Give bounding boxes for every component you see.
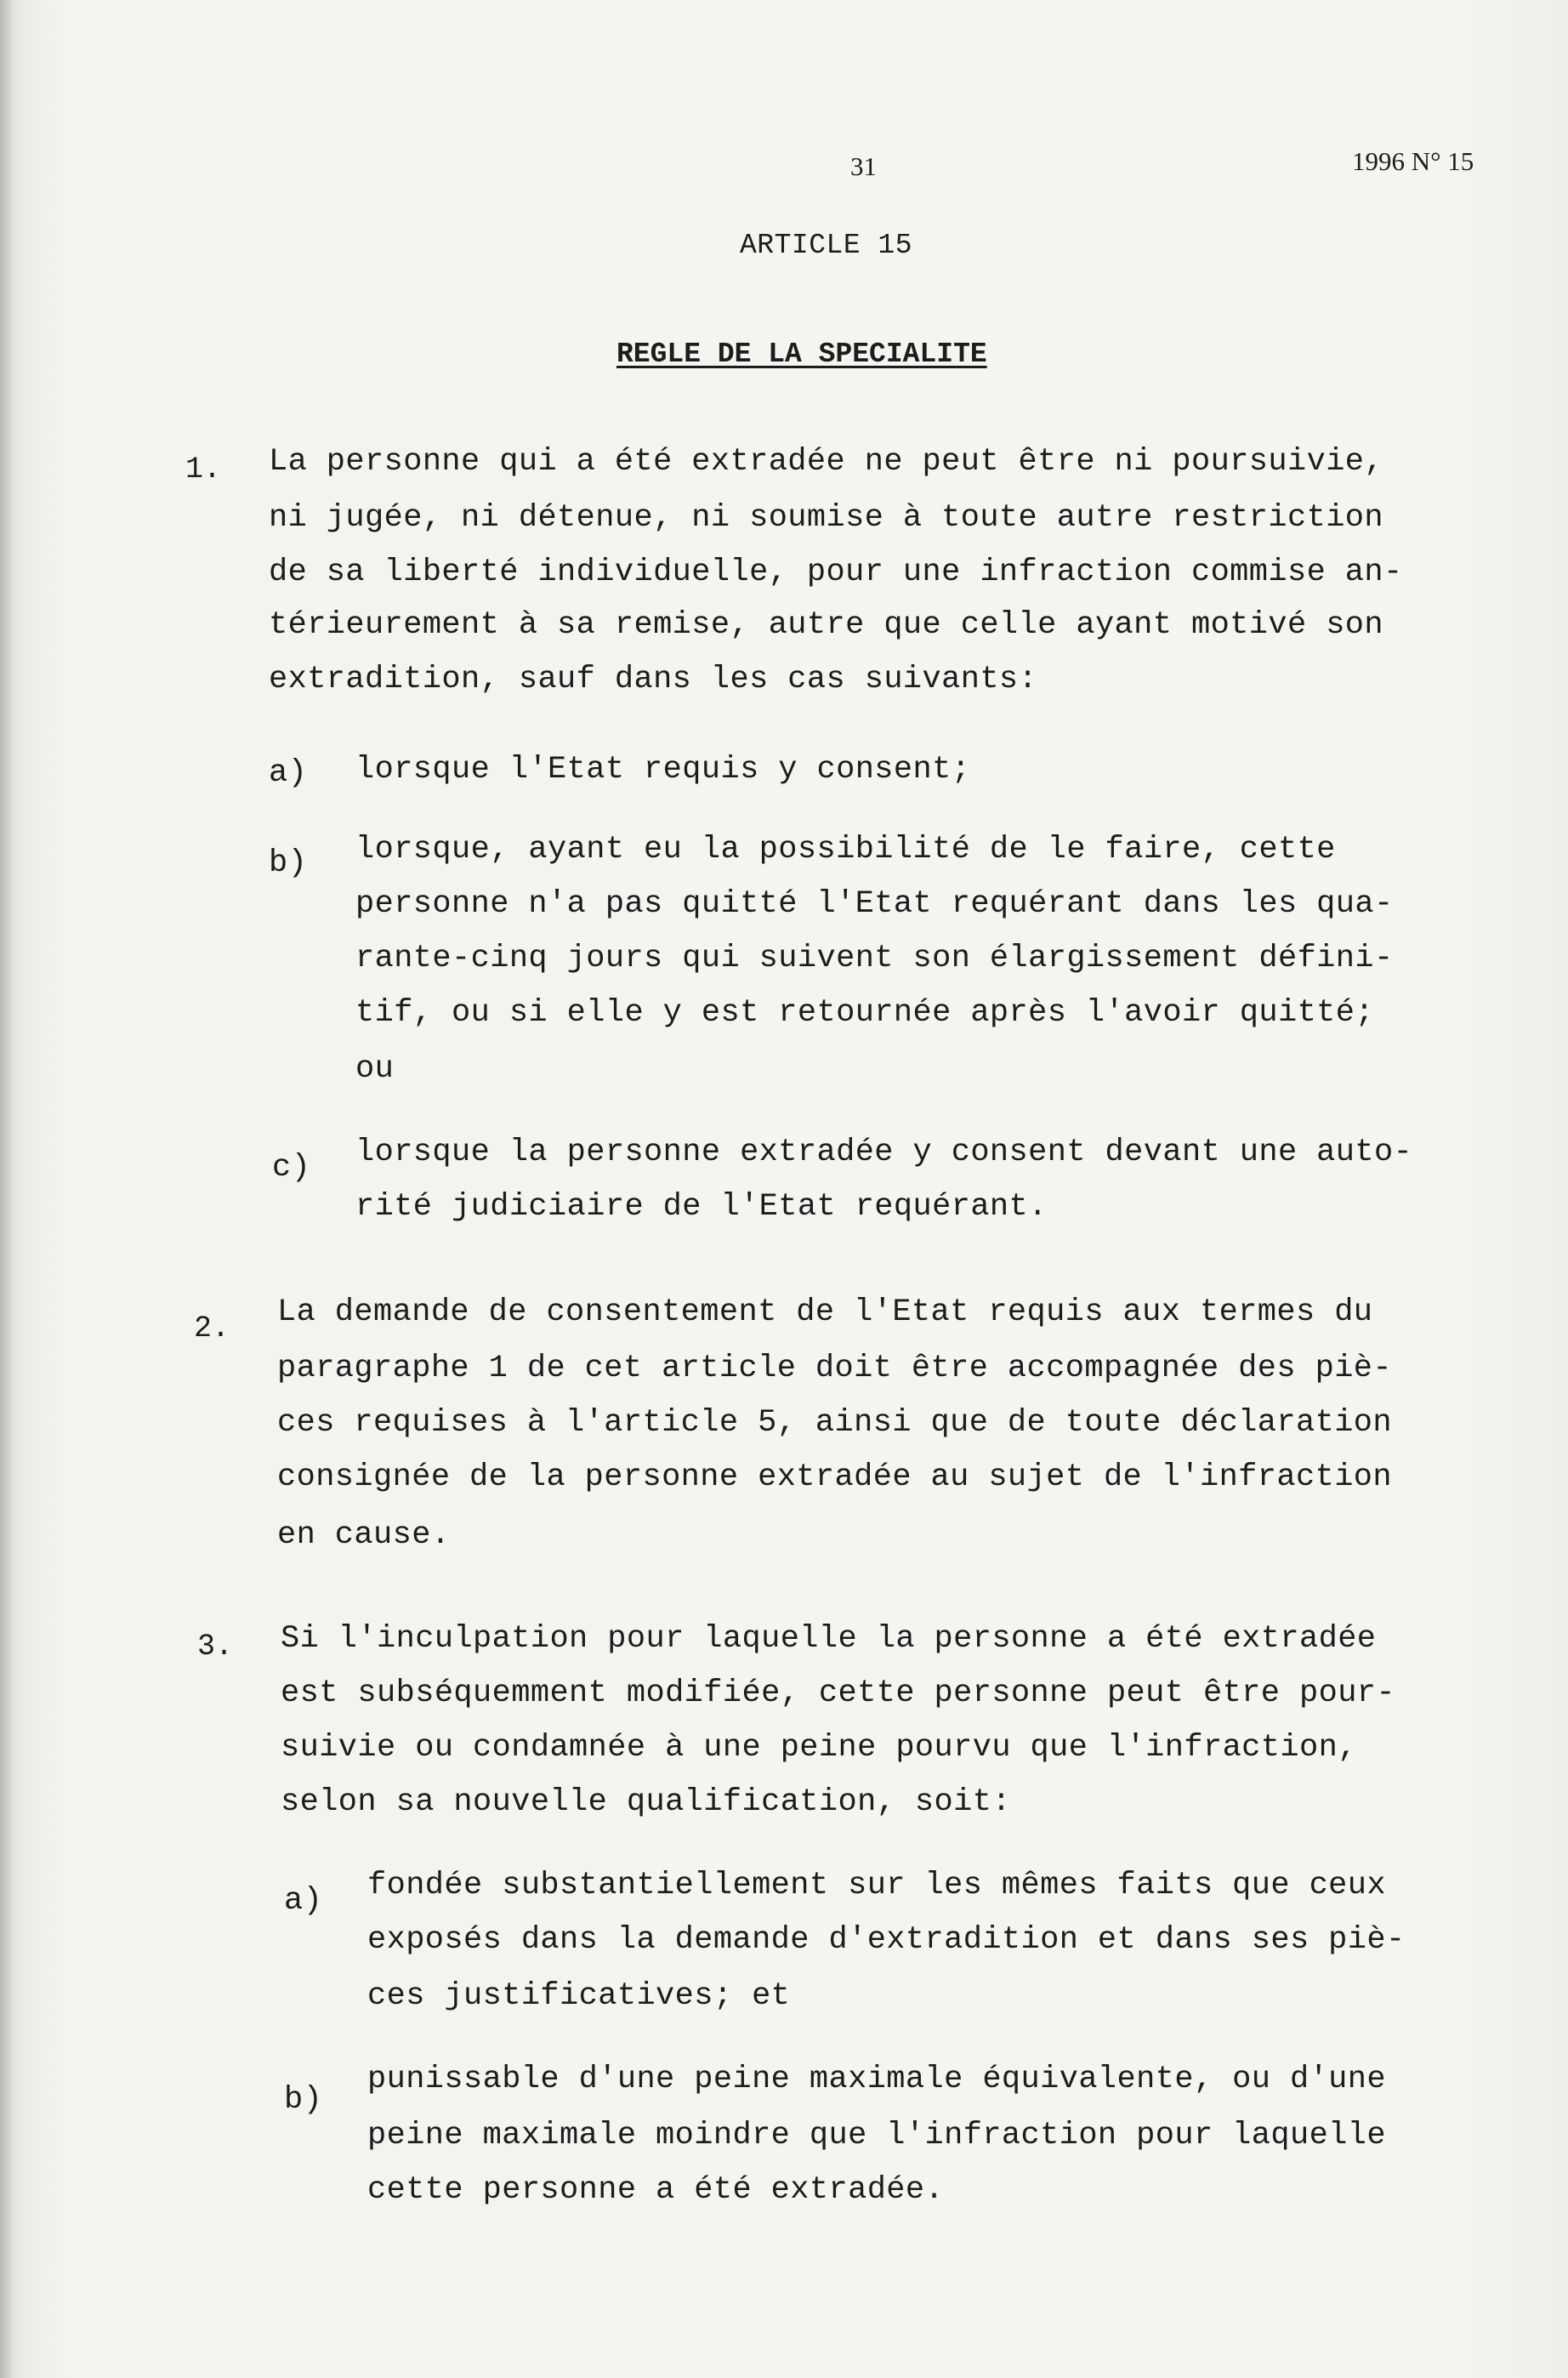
paragraph-3-line: selon sa nouvelle qualification, soit: <box>281 1784 1011 1820</box>
paragraph-3-number: 3. <box>197 1630 234 1664</box>
item-line: fondée substantiellement sur les mêmes faits que ceux <box>367 1868 1386 1903</box>
item-line: punissable d'une peine maximale équivalente, ou d'une <box>367 2062 1386 2097</box>
paragraph-2-line: en cause. <box>277 1517 451 1553</box>
paragraph-2-line: paragraphe 1 de cet article doit être accompagnée des piè- <box>277 1351 1393 1386</box>
article-title: ARTICLE 15 <box>740 230 913 261</box>
paragraph-3-line: Si l'inculpation pour laquelle la personne a été extradée <box>281 1621 1377 1657</box>
item-line: ces justificatives; et <box>367 1978 791 2014</box>
paragraph-2-number: 2. <box>194 1311 230 1345</box>
page-number: 31 <box>850 151 877 181</box>
paragraph-2-line: ces requises à l'article 5, ainsi que de toute déclaration <box>277 1405 1393 1441</box>
item-line: ou <box>355 1051 395 1087</box>
item-line: cette personne a été extradée. <box>367 2172 945 2208</box>
document-reference: 1996 N° 15 <box>1352 146 1474 176</box>
paragraph-1-line: ni jugée, ni détenue, ni soumise à toute autre restriction <box>269 500 1384 536</box>
item-line: tif, ou si elle y est retournée après l'avoir quitté; <box>355 995 1374 1031</box>
item-line: personne n'a pas quitté l'Etat requérant dans les qua- <box>355 886 1394 922</box>
page-spine-shadow <box>0 0 12 2378</box>
item-line: peine maximale moindre que l'infraction pour laquelle <box>367 2118 1386 2153</box>
item-line: lorsque, ayant eu la possibilité de le faire, cette <box>355 832 1336 868</box>
paragraph-1-number: 1. <box>185 452 222 486</box>
item-label: c) <box>272 1150 311 1186</box>
paragraph-1-line: térieurement à sa remise, autre que celle ayant motivé son <box>269 607 1384 643</box>
paragraph-1-line: de sa liberté individuelle, pour une infraction commise an- <box>269 555 1403 590</box>
item-line: exposés dans la demande d'extradition et dans ses piè- <box>367 1922 1406 1958</box>
item-line: rante-cinq jours qui suivent son élargissement défini- <box>355 941 1394 976</box>
paragraph-1-line: La personne qui a été extradée ne peut être ni poursuivie, <box>269 444 1384 480</box>
paragraph-1-line: extradition, sauf dans les cas suivants: <box>269 662 1038 697</box>
article-subtitle: REGLE DE LA SPECIALITE <box>616 338 987 370</box>
item-label: a) <box>269 755 308 791</box>
item-line: lorsque l'Etat requis y consent; <box>355 752 971 788</box>
item-label: b) <box>284 2082 323 2118</box>
paragraph-3-line: est subséquemment modifiée, cette personne peut être pour- <box>281 1675 1396 1711</box>
paragraph-3-line: suivie ou condamnée à une peine pourvu que l'infraction, <box>281 1730 1357 1766</box>
item-line: rité judiciaire de l'Etat requérant. <box>355 1189 1048 1225</box>
item-line: lorsque la personne extradée y consent devant une auto- <box>355 1135 1413 1170</box>
paragraph-2-line: consignée de la personne extradée au sujet de l'infraction <box>277 1459 1393 1495</box>
item-label: a) <box>284 1883 323 1919</box>
item-label: b) <box>269 845 308 881</box>
paragraph-2-line: La demande de consentement de l'Etat requis aux termes du <box>277 1294 1373 1330</box>
